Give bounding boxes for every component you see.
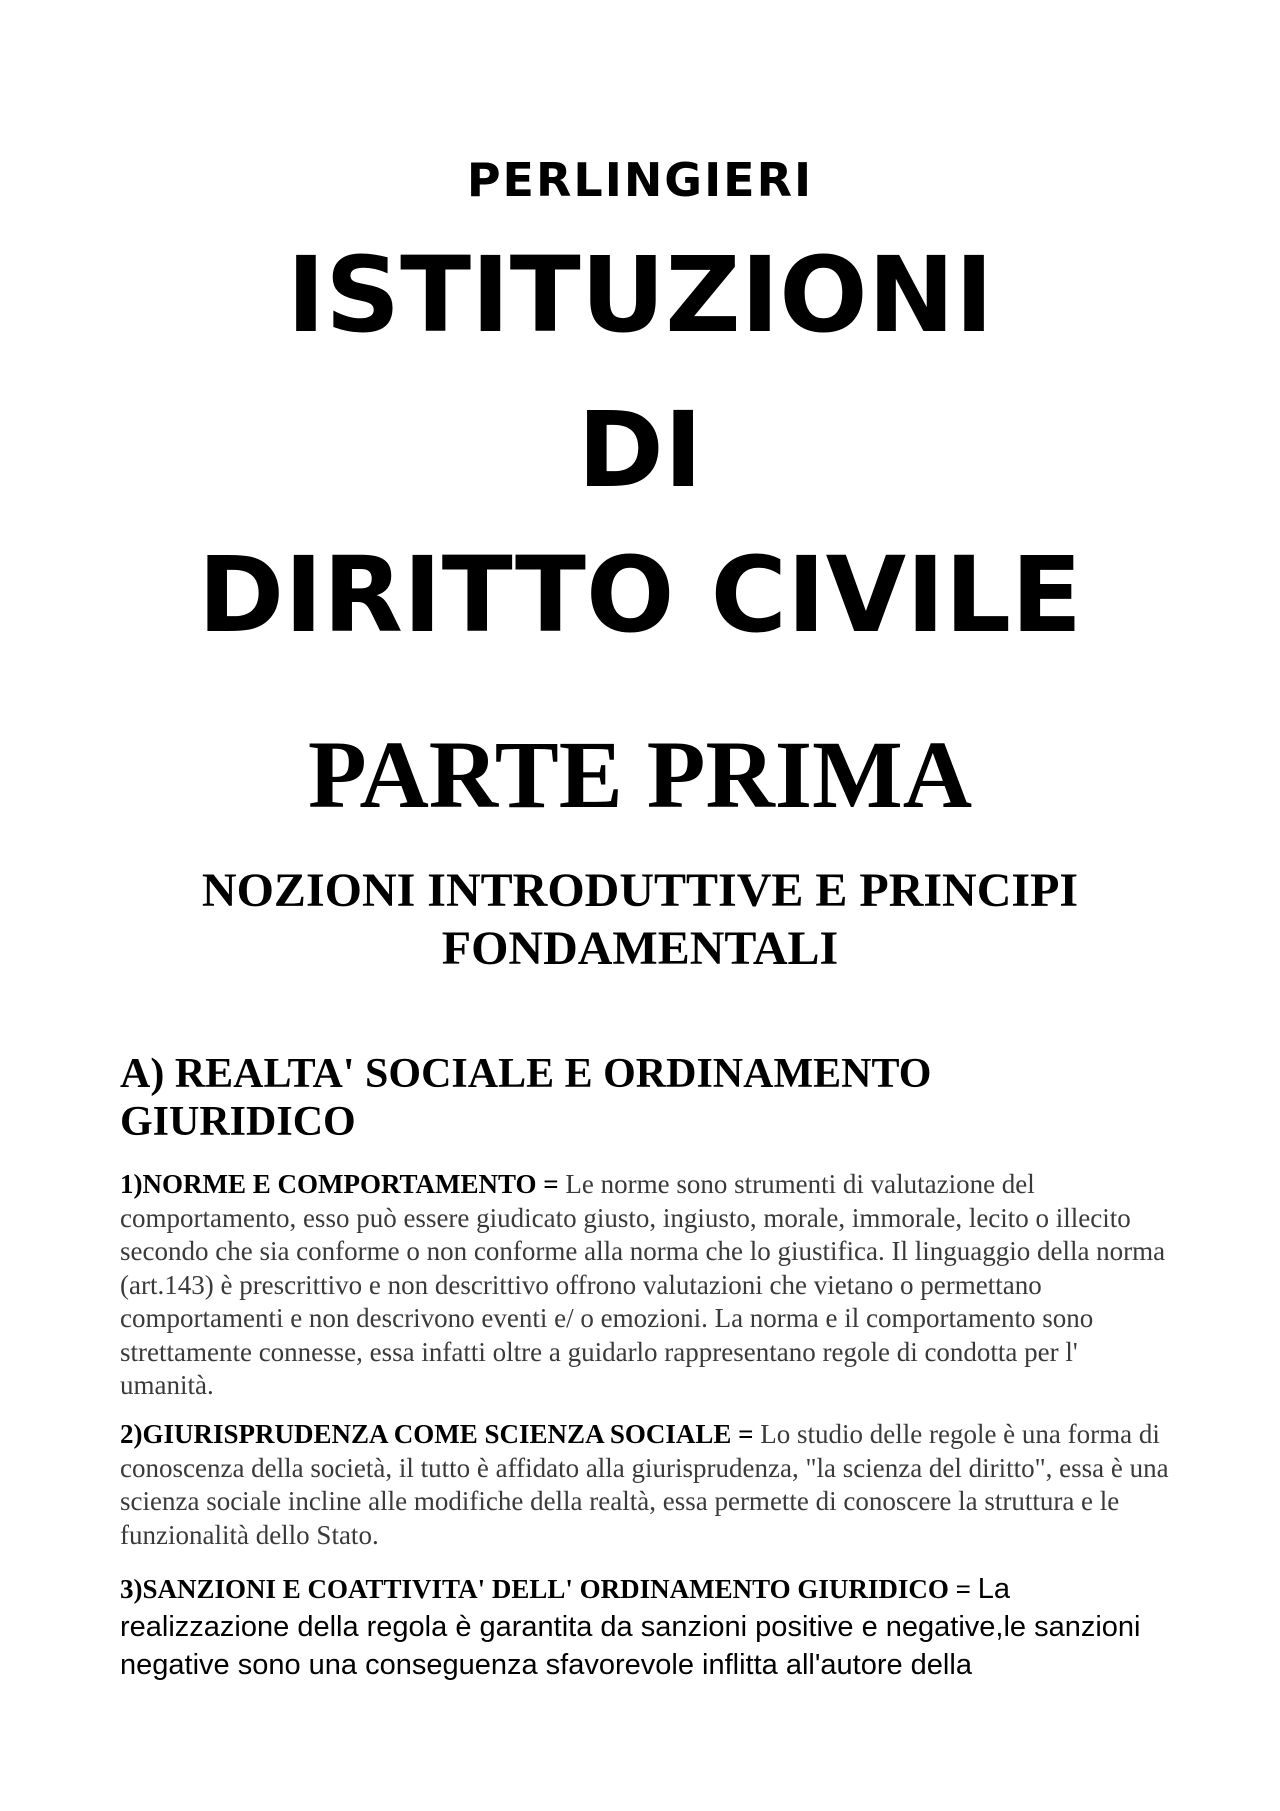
- subtitle-line-2: FONDAMENTALI: [441, 922, 839, 975]
- section-heading: [120, 1050, 1140, 1146]
- paragraph-lead: 3)SANZIONI E COATTIVITA' DELL' ORDINAMENTO GIURIDICO =: [120, 1574, 978, 1604]
- paragraph-text: La realizzazione della regola è garantita da sanzioni positive e negative,le sanzioni negative sono una conseguenza sfavorevole inflitta all'autore della: [120, 1573, 1141, 1681]
- title-line-2: DI: [577, 389, 703, 511]
- part-heading: PARTE PRIMA: [307, 721, 973, 828]
- section-heading-line-2: GIURIDICO: [120, 1099, 356, 1145]
- title-line-1: ISTITUZIONI: [286, 234, 994, 356]
- paragraph-lead: 1)NORME E COMPORTAMENTO =: [120, 1169, 566, 1199]
- paragraph-lead: 2)GIURISPRUDENZA COME SCIENZA SOCIALE =: [120, 1419, 761, 1449]
- author-name: PERLINGIERI: [466, 153, 814, 207]
- section-heading-line-1: A) REALTA' SOCIALE E ORDINAMENTO: [120, 1051, 932, 1097]
- subtitle-line-1: NOZIONI INTRODUTTIVE E PRINCIPI: [201, 864, 1079, 917]
- paragraph-norme: [120, 1168, 1170, 1403]
- subtitle: [0, 862, 1280, 978]
- paragraph-sanzioni: [120, 1570, 1170, 1684]
- paragraph-giurisprudenza: [120, 1418, 1170, 1552]
- paragraph-text: Le norme sono strumenti di valutazione del comportamento, esso può essere giudicato giusto, ingiusto, morale, immorale, lecito o illecito secondo che sia conforme o non conforme alla norma che lo giustifica. Il linguaggio della norma (art.143) è prescrittivo e non descrittivo offrono valutazioni che vietano o permettano comportamenti e non descrivono eventi e/ o emozioni. La norma e il comportamento sono strettamente connesse, essa infatti oltre a guidarlo rappresentano regole di condotta per l' umanità.: [120, 1169, 1166, 1400]
- paragraph-text: Lo studio delle regole è una forma di conoscenza della società, il tutto è affidato alla giurisprudenza, "la scienza del diritto", essa è una scienza sociale incline alle modifiche della realtà, essa permette di conoscere la struttura e le funzionalità dello Stato.: [120, 1419, 1169, 1550]
- title-line-3: DIRITTO CIVILE: [197, 534, 1083, 656]
